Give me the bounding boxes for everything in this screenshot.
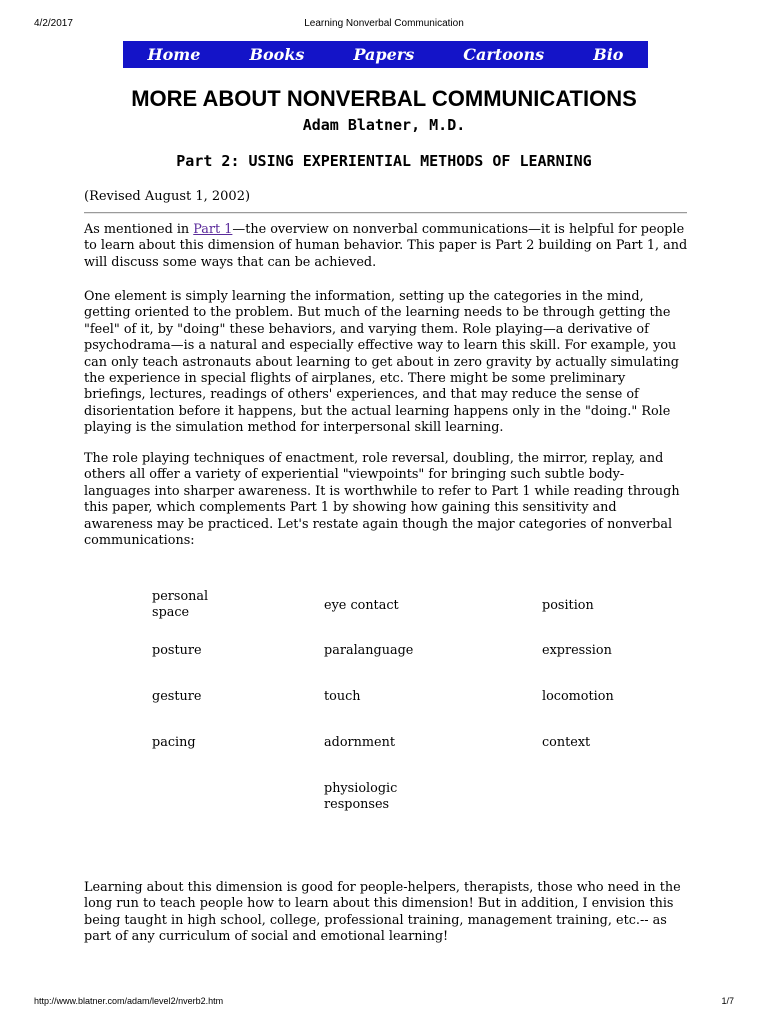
category-cell: locomotion bbox=[542, 689, 614, 704]
categories-row bbox=[152, 589, 692, 643]
nav-link-books[interactable]: Books bbox=[249, 45, 305, 64]
category-cell: position bbox=[542, 598, 594, 613]
category-cell: adornment bbox=[324, 735, 395, 750]
category-cell: expression bbox=[542, 643, 612, 658]
print-footer bbox=[34, 996, 734, 1010]
categories-row bbox=[152, 781, 692, 827]
nav-link-papers[interactable]: Papers bbox=[353, 45, 415, 64]
print-header bbox=[34, 18, 734, 32]
print-date: 4/2/2017 bbox=[34, 18, 73, 29]
paragraph-conclusion: Learning about this dimension is good for people-helpers, therapists, those who need in the long run to teach people how to learn about this dimension! But in addition, I envision this being taught in high school, college, professional training, management training, etc.-- as part of any curriculum of social and emotional learning! bbox=[84, 880, 681, 945]
horizontal-divider bbox=[84, 212, 687, 214]
category-cell: personal space bbox=[152, 589, 209, 620]
print-url: http://www.blatner.com/adam/level2/nverb2.htm bbox=[34, 996, 224, 1006]
category-cell: posture bbox=[152, 643, 202, 658]
category-cell: gesture bbox=[152, 689, 202, 704]
paragraph-techniques: The role playing techniques of enactment, role reversal, doubling, the mirror, replay, and others all offer a variety of experiential "viewpoints" for bringing such subtle body-languages into sharper awareness. It is worthwhile to refer to Part 1 while reading through this paper, which complements Part 1 by showing how gaining this sensitivity and awareness may be practiced. Let's restate again though the major categories of nonverbal communications: bbox=[84, 451, 680, 549]
nav-link-home[interactable]: Home bbox=[147, 45, 201, 64]
part-subtitle: Part 2: USING EXPERIENTIAL METHODS OF LEARNING bbox=[176, 152, 592, 170]
category-cell: paralanguage bbox=[324, 643, 414, 658]
part-1-link[interactable]: Part 1 bbox=[193, 222, 233, 237]
categories-row bbox=[152, 689, 692, 735]
author-name: Adam Blatner, M.D. bbox=[302, 116, 466, 134]
page-title: MORE ABOUT NONVERBAL COMMUNICATIONS bbox=[131, 86, 637, 111]
intro-text-rest: —the overview on nonverbal communications—it is helpful for people to learn about this dimension of human behavior. This paper is Part 2 building on Part 1, and will discuss some ways that can be achieved. bbox=[84, 222, 688, 270]
print-page-number: 1/7 bbox=[721, 996, 734, 1006]
top-navigation-bar bbox=[123, 41, 648, 68]
nonverbal-categories-table bbox=[152, 589, 692, 827]
categories-row bbox=[152, 735, 692, 781]
paragraph-intro bbox=[84, 222, 688, 271]
category-cell: touch bbox=[324, 689, 361, 704]
category-cell: context bbox=[542, 735, 591, 750]
nav-link-cartoons[interactable]: Cartoons bbox=[463, 45, 545, 64]
paragraph-role-playing: One element is simply learning the information, setting up the categories in the mind, getting oriented to the problem. But much of the learning needs to be through getting the "feel" of it, by "doing" these behaviors, and varying them. Role playing—a derivative of psychodrama—is a natural and especially effective way to learn this skill. For example, you can only teach astronauts about learning to get about in zero gravity by actually simulating the experience in special flights of airplanes, etc. There might be some preliminary briefings, lectures, readings of others' experiences, and that may reduce the sense of disorientation before it happens, but the actual learning happens only in the "doing." Role playing is the simulation method for interpersonal skill learning. bbox=[84, 289, 679, 436]
category-cell: physiologic responses bbox=[324, 781, 398, 812]
categories-row bbox=[152, 643, 692, 689]
intro-text-start: As mentioned in bbox=[84, 222, 194, 237]
category-cell: eye contact bbox=[324, 598, 399, 613]
nav-link-bio[interactable]: Bio bbox=[593, 45, 624, 64]
print-page-title: Learning Nonverbal Communication bbox=[304, 18, 464, 29]
category-cell: pacing bbox=[152, 735, 196, 750]
revision-date: (Revised August 1, 2002) bbox=[84, 189, 251, 204]
